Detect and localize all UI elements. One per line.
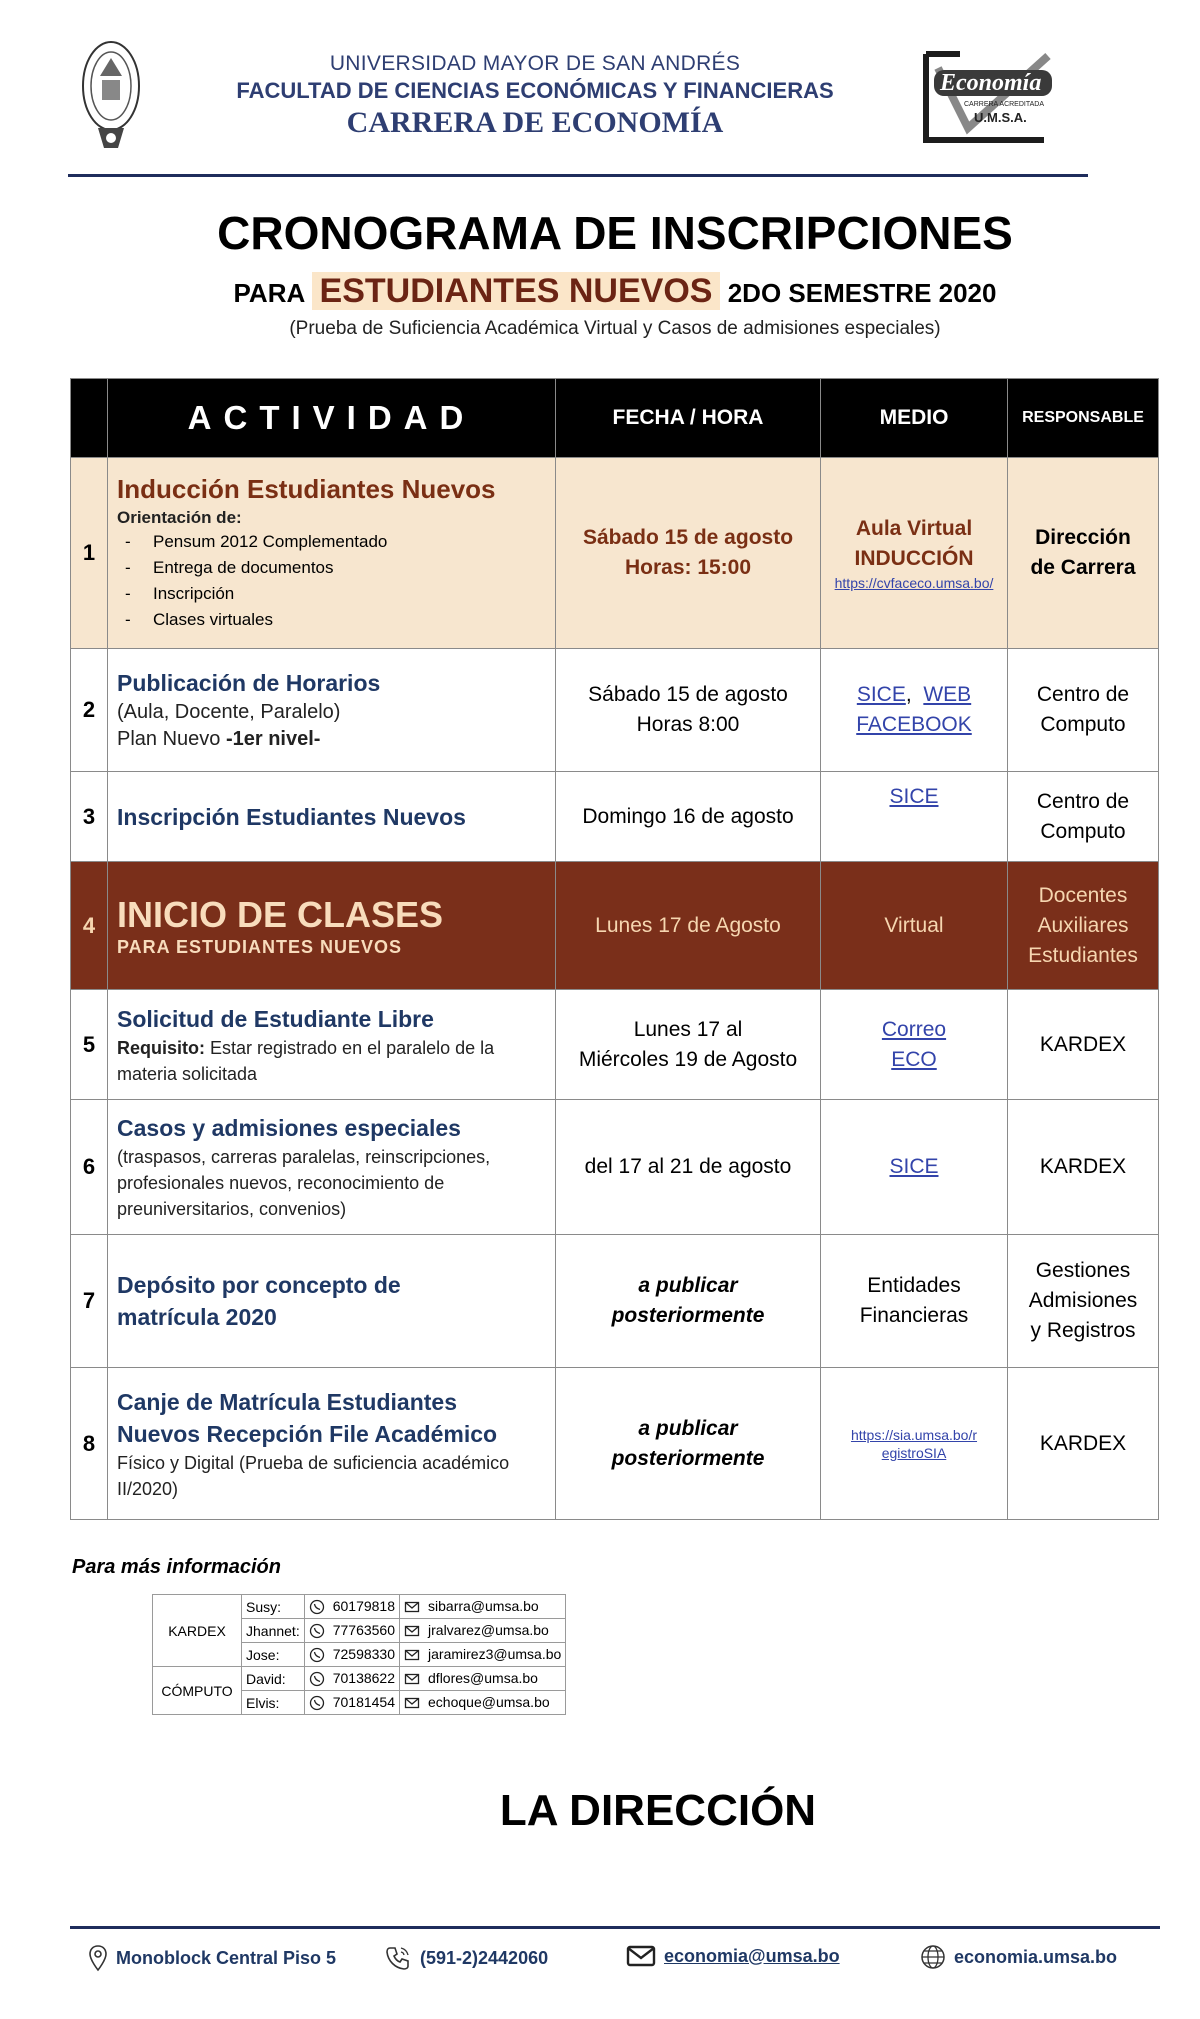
subtitle-note: (Prueba de Suficiencia Académica Virtual y Casos de admisiones especiales) <box>289 318 941 339</box>
medium-line: INDUCCIÓN <box>854 547 974 570</box>
signature: LA DIRECCIÓN <box>499 1786 817 1835</box>
activity-title: matrícula 2020 <box>117 1304 277 1330</box>
contact-table <box>152 1594 566 1715</box>
list-item: - Entrega de documentos <box>117 555 547 581</box>
date-cell <box>556 1235 821 1368</box>
faculty-name: FACULTAD DE CIENCIAS ECONÓMICAS Y FINANCIERAS <box>236 78 834 103</box>
activity-title: Solicitud de Estudiante Libre <box>117 1005 434 1032</box>
more-info-label: Para más información <box>72 1556 281 1578</box>
page-title: CRONOGRAMA DE INSCRIPCIONES <box>217 207 1013 259</box>
responsible-cell <box>1008 458 1159 649</box>
email-address[interactable]: dflores@umsa.bo <box>428 1669 538 1686</box>
activity-subtitle: PARA ESTUDIANTES NUEVOS <box>117 937 403 957</box>
medium-line: Financieras <box>859 1304 969 1327</box>
responsible-line: Auxiliares <box>1037 913 1129 937</box>
email-link[interactable]: economia@umsa.bo <box>664 1945 840 1966</box>
location-pin-icon <box>88 1944 108 1972</box>
whatsapp-icon <box>309 1599 325 1615</box>
contact-phone <box>304 1691 399 1715</box>
row-number: 7 <box>71 1235 108 1368</box>
activity-requirement <box>117 1035 547 1087</box>
activity-plan <box>117 726 547 753</box>
phone-number: 70181454 <box>332 1693 396 1710</box>
contact-row <box>153 1595 566 1619</box>
date-line: a publicar <box>638 1274 738 1297</box>
contact-name: Susy: <box>242 1595 305 1619</box>
row-number: 5 <box>71 990 108 1100</box>
contact-email <box>400 1619 566 1643</box>
mail-icon <box>404 1647 420 1663</box>
row-number: 4 <box>71 862 108 990</box>
phone-text: (591-2)2442060 <box>420 1947 549 1968</box>
responsible-cell: KARDEX <box>1008 1100 1159 1235</box>
email-address[interactable]: echoque@umsa.bo <box>428 1693 550 1710</box>
responsible-line: Estudiantes <box>1028 943 1138 967</box>
whatsapp-icon <box>309 1671 325 1687</box>
activity-cell <box>108 1235 556 1368</box>
row-number: 6 <box>71 1100 108 1235</box>
activity-title: Depósito por concepto de <box>117 1272 401 1298</box>
requirement-label: Requisito: <box>117 1037 205 1058</box>
medium-cell <box>821 458 1008 649</box>
activity-cell <box>108 458 556 649</box>
contact-group: KARDEX <box>153 1595 242 1667</box>
university-name: UNIVERSIDAD MAYOR DE SAN ANDRÉS <box>329 52 741 75</box>
mail-icon <box>626 1944 656 1968</box>
responsible-line: Dirección <box>1035 526 1131 549</box>
medium-cell <box>821 1235 1008 1368</box>
facebook-link[interactable]: FACEBOOK <box>856 713 972 736</box>
subtitle-highlight: ESTUDIANTES NUEVOS <box>312 272 721 310</box>
contact-email <box>400 1643 566 1667</box>
sia-link-cont[interactable]: egistroSIA <box>881 1444 947 1461</box>
table-row <box>71 1235 1159 1368</box>
responsible-line: de Carrera <box>1030 556 1136 579</box>
date-line: Lunes 17 al <box>633 1017 743 1041</box>
contact-name: Jhannet: <box>242 1619 305 1643</box>
phone-number: 70138622 <box>332 1669 396 1686</box>
contact-name: Jose: <box>242 1643 305 1667</box>
email-address[interactable]: jralvarez@umsa.bo <box>428 1621 549 1638</box>
table-row-highlight <box>71 862 1159 990</box>
activity-subtitle: (Aula, Docente, Paralelo) <box>117 701 341 723</box>
mail-icon <box>404 1599 420 1615</box>
responsible-line: Centro de <box>1036 789 1130 813</box>
contact-email <box>400 1667 566 1691</box>
page-header <box>0 0 1200 180</box>
medium-cell <box>821 1368 1008 1520</box>
row-number: 2 <box>71 649 108 772</box>
time-line: Horas 8:00 <box>636 713 740 736</box>
medium-cell: SICE, WEB FACEBOOK <box>821 649 1008 772</box>
date-line: a publicar <box>638 1416 738 1440</box>
medium-cell <box>821 990 1008 1100</box>
whatsapp-icon <box>309 1623 325 1639</box>
contact-name: Elvis: <box>242 1691 305 1715</box>
contact-phone <box>304 1619 399 1643</box>
mail-icon <box>404 1623 420 1639</box>
header-actividad: ACTIVIDAD <box>108 379 556 458</box>
header-divider <box>68 174 1088 177</box>
responsible-line: y Registros <box>1030 1319 1136 1342</box>
activity-cell <box>108 862 556 990</box>
mail-icon <box>404 1671 420 1687</box>
email-address[interactable]: sibarra@umsa.bo <box>428 1597 539 1614</box>
date-line: Sábado 15 de agosto <box>588 683 788 706</box>
responsible-line: Admisiones <box>1028 1289 1138 1312</box>
requirement-text: Estar registrado en el paralelo de la materia solicitada <box>117 1037 495 1084</box>
subtitle-pre: PARA <box>233 278 305 308</box>
activity-title: Nuevos Recepción File Académico <box>117 1420 498 1447</box>
whatsapp-icon <box>309 1695 325 1711</box>
responsible-line: Gestiones <box>1035 1259 1131 1282</box>
web-link[interactable]: economia.umsa.bo <box>954 1946 1118 1967</box>
medium-cell <box>821 772 1008 862</box>
responsible-line: Docentes <box>1038 883 1128 907</box>
orientation-label: Orientación de: <box>117 508 242 527</box>
responsible-line: Centro de <box>1036 683 1130 706</box>
responsible-cell <box>1008 772 1159 862</box>
contact-email <box>400 1595 566 1619</box>
phone-number: 60179818 <box>332 1597 396 1614</box>
cvfaceco-link[interactable]: https://cvfaceco.umsa.bo/ <box>834 575 994 591</box>
activity-cell <box>108 772 556 862</box>
subtitle-post: 2DO SEMESTRE 2020 <box>727 278 997 308</box>
web-link[interactable]: WEB <box>923 683 972 706</box>
date-line: Miércoles 19 de Agosto <box>578 1047 798 1071</box>
phone-number: 77763560 <box>332 1621 396 1638</box>
time-line: Horas: 15:00 <box>624 556 752 579</box>
date-line: posteriormente <box>611 1446 765 1470</box>
phone-number: 72598330 <box>332 1645 396 1662</box>
contact-phone <box>304 1667 399 1691</box>
table-row <box>71 990 1159 1100</box>
footer-web <box>920 1944 1117 1970</box>
contact-phone <box>304 1643 399 1667</box>
footer-phone <box>384 1944 548 1972</box>
date-cell: del 17 al 21 de agosto <box>556 1100 821 1235</box>
page-subtitle <box>0 272 1200 311</box>
list-item: - Pensum 2012 Complementado <box>117 529 547 555</box>
globe-icon <box>920 1944 946 1970</box>
table-row <box>71 772 1159 862</box>
date-cell: Lunes 17 de Agosto <box>556 862 821 990</box>
date-line: Sábado 15 de agosto <box>582 526 794 549</box>
activity-title: INICIO DE CLASES <box>117 894 444 935</box>
list-item: - Clases virtuales <box>117 607 547 633</box>
whatsapp-icon <box>309 1647 325 1663</box>
mail-icon <box>404 1695 420 1711</box>
email-address[interactable]: jaramirez3@umsa.bo <box>428 1645 562 1662</box>
contact-row <box>153 1667 566 1691</box>
responsible-cell <box>1008 862 1159 990</box>
phone-icon <box>384 1944 412 1972</box>
activity-title: Casos y admisiones especiales <box>117 1115 461 1141</box>
header-fecha: FECHA / HORA <box>556 379 821 458</box>
table-header-row <box>71 379 1159 458</box>
header-num-cell <box>71 379 108 458</box>
svg-text:U.M.S.A.: U.M.S.A. <box>974 110 1027 125</box>
career-name: CARRERA DE ECONOMÍA <box>346 106 724 139</box>
list-item: - Inscripción <box>117 581 547 607</box>
university-seal-icon <box>78 36 144 158</box>
activity-subtitle: (traspasos, carreras paralelas, reinscripciones, profesionales nuevos, reconocimiento de preuniversitarios, convenios) <box>117 1147 491 1219</box>
date-cell: Domingo 16 de agosto <box>556 772 821 862</box>
table-row <box>71 1100 1159 1235</box>
header-text <box>150 52 920 140</box>
activity-title: Inscripción Estudiantes Nuevos <box>117 803 466 830</box>
sice-link[interactable]: SICE <box>889 785 939 808</box>
schedule-table <box>70 378 1159 1520</box>
footer-address <box>88 1944 336 1972</box>
row-number: 3 <box>71 772 108 862</box>
row-number: 1 <box>71 458 108 649</box>
table-row <box>71 458 1159 649</box>
responsible-line: Computo <box>1040 713 1126 736</box>
sice-link[interactable]: SICE <box>889 1155 939 1178</box>
svg-text:Economía: Economía <box>940 70 1042 96</box>
date-cell <box>556 1368 821 1520</box>
footer-email <box>626 1944 840 1968</box>
activity-cell <box>108 1100 556 1235</box>
svg-text:CARRERA ACREDITADA: CARRERA ACREDITADA <box>964 101 1044 108</box>
footer-divider <box>70 1926 1160 1929</box>
eco-link[interactable]: ECO <box>891 1047 937 1071</box>
medium-cell: Virtual <box>821 862 1008 990</box>
orientation-list <box>117 529 547 633</box>
date-cell <box>556 458 821 649</box>
medium-line: Entidades <box>867 1274 961 1297</box>
activity-title: Publicación de Horarios <box>117 670 381 696</box>
correo-link[interactable]: Correo <box>881 1017 947 1041</box>
responsible-cell: KARDEX <box>1008 990 1159 1100</box>
date-cell <box>556 649 821 772</box>
activity-cell <box>108 649 556 772</box>
activity-title: Canje de Matrícula Estudiantes <box>117 1388 457 1415</box>
table-row <box>71 649 1159 772</box>
activity-subtitle: Físico y Digital (Prueba de suficiencia académico II/2020) <box>117 1452 510 1499</box>
activity-cell <box>108 990 556 1100</box>
responsible-cell <box>1008 1235 1159 1368</box>
date-cell <box>556 990 821 1100</box>
responsible-cell <box>1008 649 1159 772</box>
header-responsable: RESPONSABLE <box>1008 379 1159 458</box>
medium-line: Aula Virtual <box>855 517 973 540</box>
plan-label: Plan Nuevo <box>117 728 226 750</box>
responsible-line: Computo <box>1040 819 1126 843</box>
contact-group: CÓMPUTO <box>153 1667 242 1715</box>
table-row <box>71 1368 1159 1520</box>
contact-name: David: <box>242 1667 305 1691</box>
header-medio: MEDIO <box>821 379 1008 458</box>
contact-phone <box>304 1595 399 1619</box>
economia-logo-icon <box>920 48 1060 146</box>
activity-title: Inducción Estudiantes Nuevos <box>117 474 496 504</box>
contact-email <box>400 1691 566 1715</box>
sia-link[interactable]: https://sia.umsa.bo/r <box>850 1426 978 1443</box>
medium-cell <box>821 1100 1008 1235</box>
sice-link[interactable]: SICE <box>856 683 906 706</box>
date-line: posteriormente <box>611 1304 765 1327</box>
row-number: 8 <box>71 1368 108 1520</box>
address-text: Monoblock Central Piso 5 <box>116 1947 337 1968</box>
responsible-cell: KARDEX <box>1008 1368 1159 1520</box>
activity-cell <box>108 1368 556 1520</box>
plan-level: -1er nivel- <box>225 728 321 750</box>
